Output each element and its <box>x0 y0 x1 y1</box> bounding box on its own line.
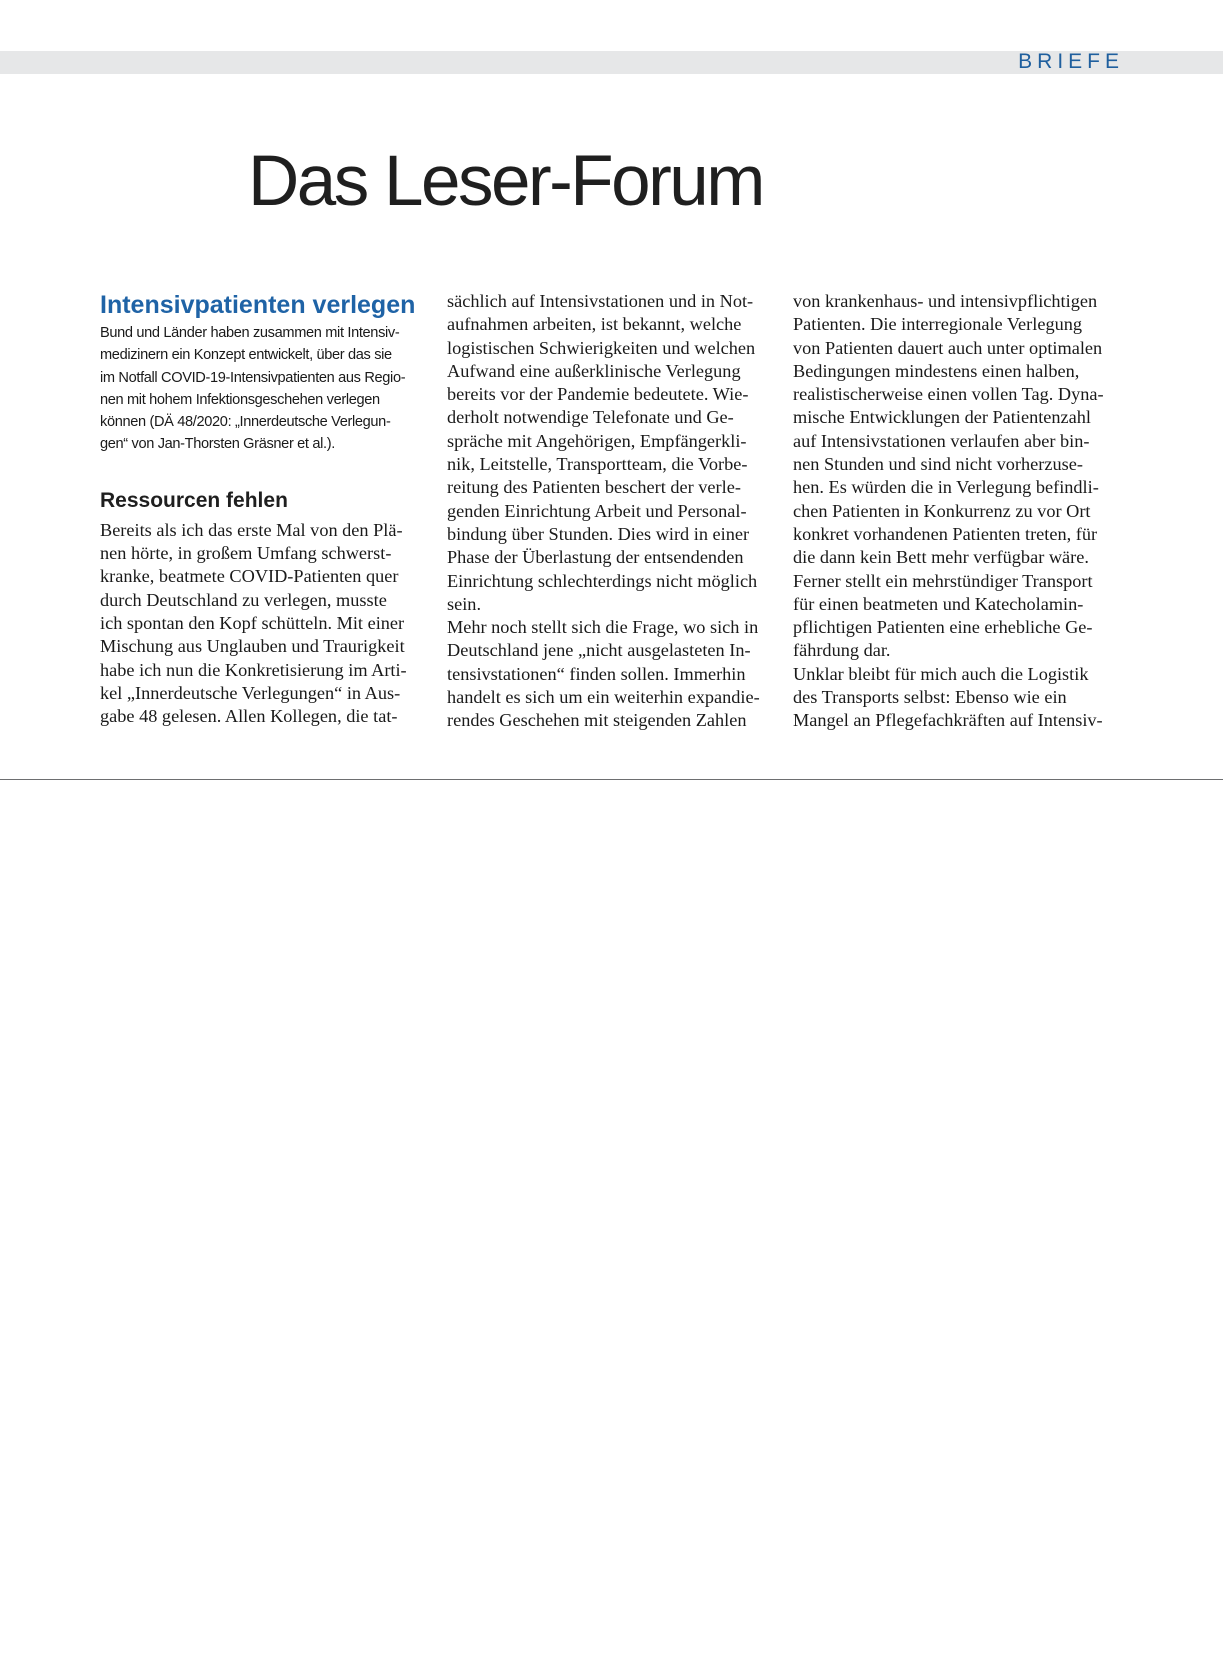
body-line: spräche mit Angehörigen, Empfängerkli- <box>447 430 747 451</box>
lead-line: im Notfall COVID-19-Intensivpatienten aus Regio- <box>100 369 406 386</box>
lead-line: medizinern ein Konzept entwickelt, über das sie <box>100 347 392 364</box>
body-line: rendes Geschehen mit steigenden Zahlen <box>447 710 747 731</box>
body-line: derholt notwendige Telefonate und Ge- <box>447 407 734 428</box>
article-lead <box>100 322 428 456</box>
body-line: bindung über Stunden. Dies wird in einer <box>447 523 750 544</box>
body-text-column-2 <box>447 290 777 733</box>
body-text-column-1 <box>100 519 428 729</box>
body-line: die dann kein Bett mehr verfügbar wäre. <box>793 547 1089 568</box>
body-line: Bereits als ich das erste Mal von den Plä- <box>100 519 403 540</box>
body-line: habe ich nun die Konkretisierung im Arti- <box>100 659 407 680</box>
body-line: reitung des Patienten beschert der verle- <box>447 477 741 498</box>
body-line: auf Intensivstationen verlaufen aber bin- <box>793 430 1090 451</box>
body-line: tensivstationen“ finden sollen. Immerhin <box>447 663 746 684</box>
body-line: nen hörte, in großem Umfang schwerst- <box>100 543 392 564</box>
body-line: ich spontan den Kopf schütteln. Mit einer <box>100 612 405 633</box>
body-line: pflichtigen Patienten eine erhebliche Ge- <box>793 617 1093 638</box>
body-line: Mehr noch stellt sich die Frage, wo sich in <box>447 617 759 638</box>
article-title: Intensivpatienten verlegen <box>100 291 416 319</box>
body-line: Bedingungen mindestens einen halben, <box>793 360 1080 381</box>
body-line: für einen beatmeten und Katecholamin- <box>793 593 1084 614</box>
body-line: Deutschland jene „nicht ausgelasteten In- <box>447 640 751 661</box>
lead-line: gen“ von Jan-Thorsten Gräsner et al.). <box>100 436 335 453</box>
lead-line: können (DÄ 48/2020: „Innerdeutsche Verlegun- <box>100 414 391 431</box>
body-line: Phase der Überlastung der entsendenden <box>447 547 744 568</box>
body-line: gabe 48 gelesen. Allen Kollegen, die tat- <box>100 706 398 727</box>
body-line: Mangel an Pflegefachkräften auf Intensiv- <box>793 710 1103 731</box>
body-line: genden Einrichtung Arbeit und Personal- <box>447 500 747 521</box>
body-line: bereits vor der Pandemie bedeutete. Wie- <box>447 384 749 405</box>
body-line: handelt es sich um ein weiterhin expandie- <box>447 687 760 708</box>
body-line: durch Deutschland zu verlegen, musste <box>100 589 387 610</box>
body-line: hen. Es würden die in Verlegung befindli- <box>793 477 1099 498</box>
page-title: Das Leser-Forum <box>248 142 763 221</box>
body-line: Mischung aus Unglauben und Traurigkeit <box>100 636 405 657</box>
body-line: von krankenhaus- und intensivpflichtigen <box>793 291 1098 311</box>
body-line: Aufwand eine außerklinische Verlegung <box>447 360 741 381</box>
body-line: aufnahmen arbeiten, ist bekannt, welche <box>447 314 742 335</box>
body-line: logistischen Schwierigkeiten und welchen <box>447 337 756 358</box>
body-line: Unklar bleibt für mich auch die Logistik <box>793 663 1089 684</box>
column-1 <box>100 290 428 728</box>
body-line: konkret vorhandenen Patienten treten, für <box>793 523 1098 544</box>
body-line: kranke, beatmete COVID-Patienten quer <box>100 566 399 587</box>
body-line: Einrichtung schlechterdings nicht möglich <box>447 570 758 591</box>
body-line: Patienten. Die interregionale Verlegung <box>793 314 1083 335</box>
lead-line: Bund und Länder haben zusammen mit Intensiv- <box>100 325 400 341</box>
body-line: sein. <box>447 593 482 614</box>
body-line: realistischerweise einen vollen Tag. Dyna- <box>793 384 1104 405</box>
lead-line: nen mit hohem Infektionsgeschehen verlegen <box>100 391 380 408</box>
body-line: fährdung dar. <box>793 640 891 661</box>
body-line: von Patienten dauert auch unter optimalen <box>793 337 1103 358</box>
bottom-rule <box>0 779 1223 780</box>
body-line: sächlich auf Intensivstationen und in Not- <box>447 291 754 311</box>
body-line: des Transports selbst: Ebenso wie ein <box>793 687 1067 708</box>
subheading: Ressourcen fehlen <box>100 488 288 512</box>
body-line: nen Stunden und sind nicht vorherzuse- <box>793 454 1083 475</box>
body-line: chen Patienten in Konkurrenz zu vor Ort <box>793 500 1091 521</box>
body-line: Ferner stellt ein mehrstündiger Transport <box>793 570 1093 591</box>
body-line: kel „Innerdeutsche Verlegungen“ in Aus- <box>100 682 401 703</box>
body-text-column-3 <box>793 290 1123 733</box>
body-line: nik, Leitstelle, Transportteam, die Vorbe- <box>447 454 748 475</box>
body-line: mische Entwicklungen der Patientenzahl <box>793 407 1091 428</box>
section-label: BRIEFE <box>1018 50 1124 73</box>
